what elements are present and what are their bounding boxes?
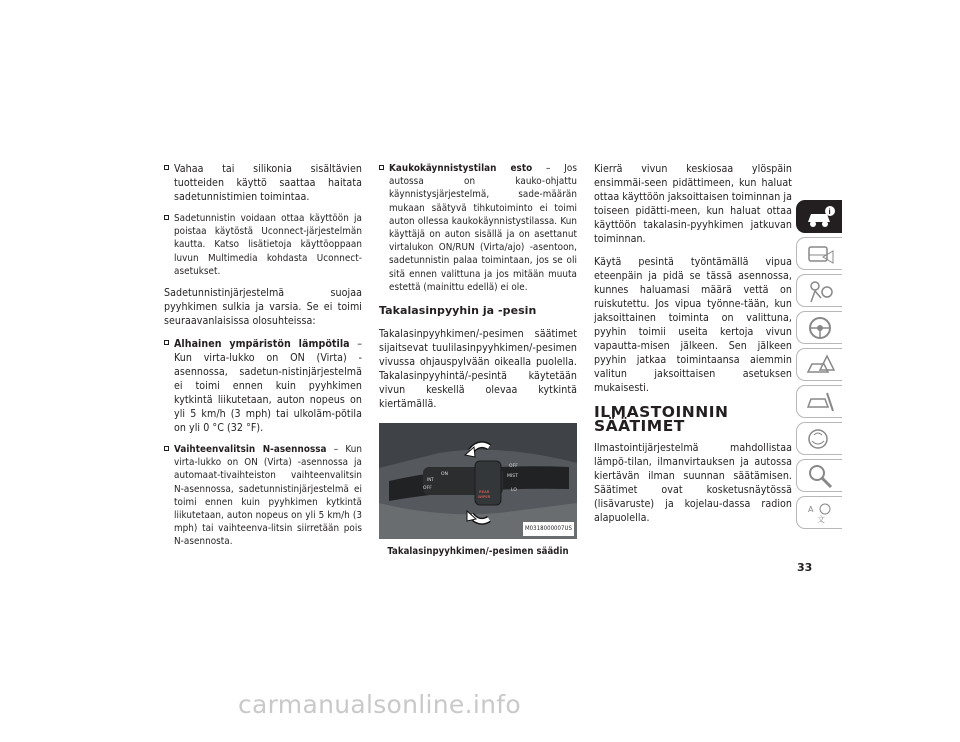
bullet-square-icon bbox=[164, 165, 169, 170]
multimedia-icon bbox=[805, 426, 835, 452]
tab-languages[interactable] bbox=[796, 496, 842, 529]
airbag-safety-icon bbox=[805, 278, 835, 304]
figure-code: M0318000007US bbox=[523, 522, 574, 536]
dashboard-messages-icon bbox=[805, 241, 835, 267]
paragraph-rear-wiper: Takalasinpyyhkimen/-pesimen säätimet sijaitsevat tuulilasinpyyhkimen/-pesimen vivussa ohjauspylvään oikealla puolella. Takalasinpyyhintä/-pesintä käytetään vivun keskellä olevaa kytkintä kiertämällä. bbox=[379, 328, 577, 411]
bullet-low-temperature: Alhainen ympäristön lämpötila – Kun virta-lukko on ON (Virta) -asennossa, sadetun-nistinjärjestelmä ei toimi ennen kuin pyyhkimen kytkintä liikutetaan, auton nopeus on yli 5 km/h (3 mph) tai ulkoläm-pötila on yli 0 °C (32 °F). bbox=[164, 337, 362, 435]
text-column-1 bbox=[164, 162, 362, 557]
bullet-remote-start: Kaukokäynnistystilan esto – Jos autossa on kauko-ohjattu käynnistysjärjestelmä, sade-määrän mukaan säätyvä tihkutoiminto ei toimi auton ollessa kaukokäynnistystilassa. Kun käyttäjä on auton sisällä ja on asettanut virtalukon ON/RUN (Virta/ajo) -asentoon, sadetunnistin palaa toimintaan, jos se oli sitä ennen valittuna ja jos mitään muuta estettä (mainittu edellä) ei ole. bbox=[379, 162, 577, 294]
tab-car-info[interactable] bbox=[796, 200, 842, 233]
svg-text:REAR: REAR bbox=[479, 489, 490, 495]
steering-wheel-icon bbox=[805, 315, 835, 341]
svg-text:INT: INT bbox=[427, 477, 434, 483]
warning-car-icon bbox=[805, 352, 835, 378]
svg-text:A: A bbox=[808, 505, 814, 514]
figure-caption: Takalasinpyyhkimen/-pesimen säädin bbox=[387, 546, 569, 558]
rear-wiper-control-figure bbox=[379, 423, 577, 539]
tab-service[interactable] bbox=[796, 385, 842, 418]
section-heading-rear-wiper: Takalasinpyyhin ja -pesin bbox=[379, 304, 537, 318]
text-column-3 bbox=[594, 162, 792, 534]
svg-text:OFF: OFF bbox=[509, 464, 518, 470]
watermark: carmanualsonline.info bbox=[238, 690, 521, 719]
bullet-square-icon bbox=[379, 165, 384, 170]
svg-text:OFF: OFF bbox=[423, 486, 432, 492]
tab-safety[interactable] bbox=[796, 274, 842, 307]
page-number: 33 bbox=[797, 561, 813, 574]
bullet-square-icon bbox=[164, 215, 169, 220]
bullet-square-icon bbox=[164, 340, 169, 345]
tab-multimedia[interactable] bbox=[796, 422, 842, 455]
svg-text:i: i bbox=[828, 208, 831, 216]
bullet-uconnect: Sadetunnistin voidaan ottaa käyttöön ja poistaa käytöstä Uconnect-järjestelmän kautta. Katso lisätietoja käyttöoppaan luvun Multimedia kohdasta Uconnect-asetukset. bbox=[164, 212, 362, 278]
language-icon bbox=[805, 500, 835, 526]
svg-text:LO: LO bbox=[511, 488, 517, 494]
paragraph-rain-sensor: Sadetunnistinjärjestelmä suojaa pyyhkimen sulkia ja varsia. Se ei toimi seuraavanlaisissa olosuhteissa: bbox=[164, 287, 362, 328]
paragraph-rotate-lever: Kierrä vivun keskiosaa ylöspäin ensimmäi-seen pidättimeen, kun haluat ottaa käyttöön jaksoittaisen toiminnan ja toiseen pidätti-meen, kun haluat ottaa käyttöön takalasin-pyyhkimen jatkuvan toiminnan. bbox=[594, 163, 792, 245]
svg-text:WIPER: WIPER bbox=[478, 494, 491, 500]
svg-text:ON: ON bbox=[441, 472, 449, 478]
tab-emergency[interactable] bbox=[796, 348, 842, 381]
tab-index[interactable] bbox=[796, 459, 842, 492]
text-column-2 bbox=[379, 162, 577, 559]
service-icon bbox=[805, 389, 835, 415]
paragraph-climate: Ilmastointijärjestelmä mahdollistaa lämpö-tilan, ilmanvirtauksen ja autossa kiertävän ilman suunnan säätämisen. Säätimet ovat kosketusnäytössä (lisävaruste) ja kojelau-dassa radion alapuolella. bbox=[594, 442, 792, 524]
svg-text:文: 文 bbox=[817, 515, 825, 524]
section-heading-climate: ILMASTOINNIN SÄÄTIMET bbox=[594, 403, 729, 435]
tab-dashboard-messages[interactable] bbox=[796, 237, 842, 270]
bullet-square-icon bbox=[164, 446, 169, 451]
svg-text:MIST: MIST bbox=[507, 474, 519, 480]
tab-driving[interactable] bbox=[796, 311, 842, 344]
bullet-wax-silicone: Vahaa tai silikonia sisältävien tuotteiden käyttö saattaa haitata sadetunnistimien toimintaa. bbox=[164, 162, 362, 204]
search-icon bbox=[805, 463, 835, 489]
paragraph-wash: Käytä pesintä työntämällä vipua eteenpäin ja pidä se tässä asennossa, kunnes haluamasi määrä vettä on ruiskutettu. Jos vipua työnne-tään, kun jaksoittainen toiminta on valittuna, pyyhin toimii useita kertoja vivun vapautta-misen jälkeen. Sen jälkeen pyyhin jatkaa toimintaansa aiemmin valitun jaksoittaisen asetuksen mukaisesti. bbox=[594, 256, 792, 394]
car-info-icon bbox=[805, 204, 835, 230]
bullet-neutral-gear: Vaihteenvalitsin N-asennossa – Kun virta-lukko on ON (Virta) -asennossa ja automaat-tivaihteiston vaihteenvalitsin N-asennossa, sadetunnistinjärjestelmä ei toimi ennen kuin pyyhkimen kytkintä liikutetaan, auton nopeus on yli 5 km/h (3 mph) tai vaihteenva-litsin siirretään pois N-asennosta. bbox=[164, 443, 362, 549]
